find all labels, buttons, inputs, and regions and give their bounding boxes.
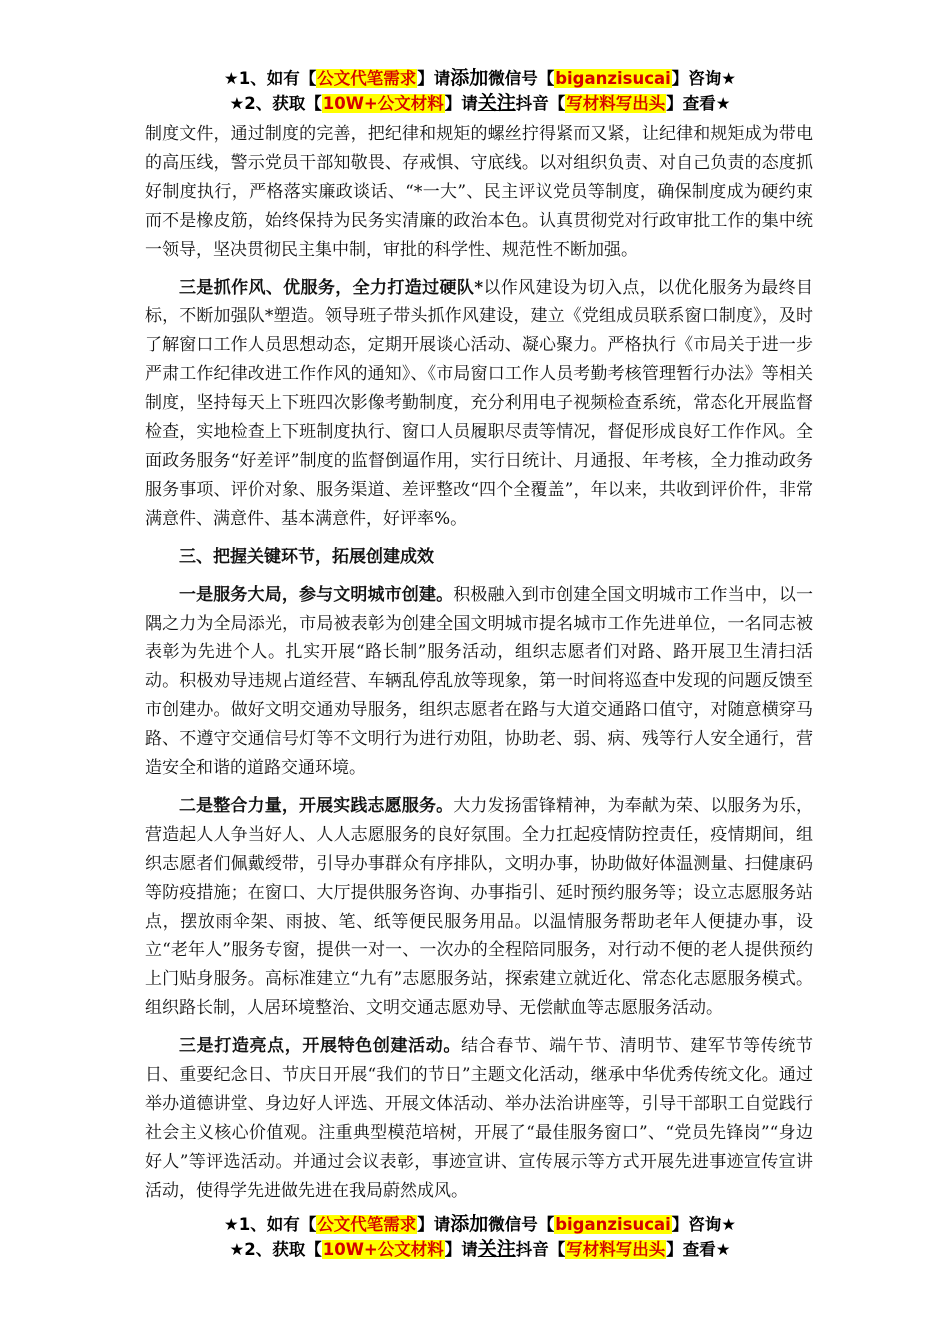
banner-text: 】请: [444, 94, 478, 113]
paragraph-text: 大力发扬雷锋精神，为奉献为荣、以服务为乐，营造起人人争当好人、人人志愿服务的良好氛围。全力扛起疫情防控责任，疫情期间，组织志愿者们佩戴绶带，引导办事群众有序排队，文明办事，协助做好体温测量、扫健康码等防疫措施；在窗口、大厅提供服务咨询、办事指引、延时预约服务等；设立志愿服务站点，摆放雨伞架、雨披、笔、纸等便民服务用品。以温情服务帮助老年人便捷办事，设立“老年人”服务专窗，提供一对一、一次办的全程陪同服务，对行动不便的老人提供预约上门贴身服务。高标准建立“九有”志愿服务站，探索建立就近化、常态化志愿服务模式。组织路长制，人居环境整治、文明交通志愿劝导、无偿献血等志愿服务活动。: [145, 795, 814, 1019]
paragraph-text: 以作风建设为切入点，以优化服务为最终目标，不断加强队*塑造。领导班子带头抓作风建设，建立《党组成员联系窗口制度》，及时了解窗口工作人员思想动态，定期开展谈心活动、凝心聚力。严格执行《市局关于进一步严肃工作纪律改进工作作风的通知》、《市局窗口工作人员考勤考核管理暂行办法》等相关制度，坚持每天上下班四次影像考勤制度，充分利用电子视频检查系统，常态化开展监督检查，实地检查上下班制度执行、窗口人员履职尽责等情况，督促形成良好工作作风。全面政务服务“好差评”制度的监督倒逼作用，实行日统计、月通报、年考核，全力推动政务服务事项、评价对象、服务渠道、差评整改“四个全覆盖”，年以来，共收到评价件，非常满意件、满意件、基本满意件，好评率%。: [145, 277, 814, 529]
banner-line-2: [140, 91, 820, 116]
banner-emphasis: 关注: [477, 1238, 516, 1260]
banner-text: 微信号【: [488, 69, 555, 88]
paragraph-lead: 二是整合力量，开展实践志愿服务。: [179, 795, 454, 816]
banner-text: 】查看★: [666, 94, 731, 113]
paragraph-civilized-city: [145, 581, 813, 783]
paragraph-style-service: [145, 274, 813, 534]
banner-text: ★2、获取【: [229, 94, 322, 113]
banner-emphasis: 添加: [450, 67, 489, 89]
paragraph-continued: 制度文件，通过制度的完善，把纪律和规矩的螺丝拧得紧而又紧，让纪律和规矩成为带电的高压线，警示党员干部知敬畏、存戒惧、守底线。以对组织负责、对自己负责的态度抓好制度执行，严格落实廉政谈话、“*一大”、民主评议党员等制度，确保制度成为硬约束而不是橡皮筋，始终保持为民务实清廉的政治本色。认真贯彻党对行政审批工作的集中统一领导，坚决贯彻民主集中制，审批的科学性、规范性不断加强。: [145, 124, 813, 260]
paragraph-featured-activities: [145, 1032, 813, 1205]
banner-text: ★1、如有【: [223, 69, 317, 88]
banner-text: 】咨询★: [671, 69, 737, 88]
promo-banner-top: [140, 66, 820, 116]
banner-emphasis: 关注: [477, 92, 516, 114]
banner-line-2: [140, 1237, 820, 1262]
banner-text: 抖音【: [515, 1240, 566, 1259]
document-body: [145, 120, 813, 1215]
banner-text: 】请: [417, 69, 451, 88]
section-heading: 三、把握关键环节，拓展创建成效: [179, 546, 434, 567]
paragraph-lead: 三是打造亮点，开展特色创建活动。: [179, 1036, 462, 1057]
promo-banner-bottom: [140, 1212, 820, 1262]
banner-text: ★1、如有【: [223, 1215, 317, 1234]
banner-highlight: 10W+公文材料: [322, 94, 444, 113]
paragraph-text: 结合春节、端午节、清明节、建军节等传统节日、重要纪念日、节庆日开展“我们的节日”主题文化活动，继承中华优秀传统文化。通过举办道德讲堂、身边好人评选、开展文体活动、举办法治讲座等，引导干部职工自觉践行社会主义核心价值观。注重典型模范培树，开展了“最佳服务窗口”、“党员先锋岗”“身边好人”等评选活动。并通过会议表彰，事迹宣讲、宣传展示等方式开展先进事迹宣传宣讲活动，使得学先进做先进在我局蔚然成风。: [145, 1036, 814, 1201]
banner-text: 】请: [444, 1240, 478, 1259]
banner-highlight: 公文代笔需求: [317, 1215, 417, 1234]
banner-highlight: 10W+公文材料: [322, 1240, 444, 1259]
banner-highlight: 公文代笔需求: [317, 69, 417, 88]
paragraph-text: 积极融入到市创建全国文明城市工作当中，以一隅之力为全局添光，市局被表彰为创建全国文明城市提名城市工作先进单位，一名同志被表彰为先进个人。扎实开展“路长制”服务活动，组织志愿者们对路、路开展卫生清扫活动。积极劝导违规占道经营、车辆乱停乱放等现象，第一时间将巡查中发现的问题反馈至市创建办。做好文明交通劝导服务，组织志愿者在路与大道交通路口值守，对随意横穿马路、不遵守交通信号灯等不文明行为进行劝阻，协助老、弱、病、残等行人安全通行，营造安全和谐的道路交通环境。: [145, 584, 814, 779]
paragraph-lead: 三是抓作风、优服务，全力打造过硬队*: [179, 277, 484, 298]
banner-text: 微信号【: [488, 1215, 555, 1234]
paragraph-lead: 一是服务大局，参与文明城市创建。: [179, 584, 454, 605]
banner-highlight: 写材料写出头: [566, 1240, 666, 1259]
banner-highlight: biganzisucai: [555, 69, 671, 88]
banner-text: 】查看★: [666, 1240, 731, 1259]
banner-text: 抖音【: [515, 94, 566, 113]
banner-text: 】咨询★: [671, 1215, 737, 1234]
banner-line-1: [140, 1212, 820, 1237]
banner-highlight: biganzisucai: [555, 1215, 671, 1234]
banner-line-1: [140, 66, 820, 91]
banner-text: ★2、获取【: [229, 1240, 322, 1259]
banner-text: 】请: [417, 1215, 451, 1234]
banner-highlight: 写材料写出头: [566, 94, 666, 113]
banner-emphasis: 添加: [450, 1213, 489, 1235]
paragraph-volunteer-service: [145, 792, 813, 1023]
